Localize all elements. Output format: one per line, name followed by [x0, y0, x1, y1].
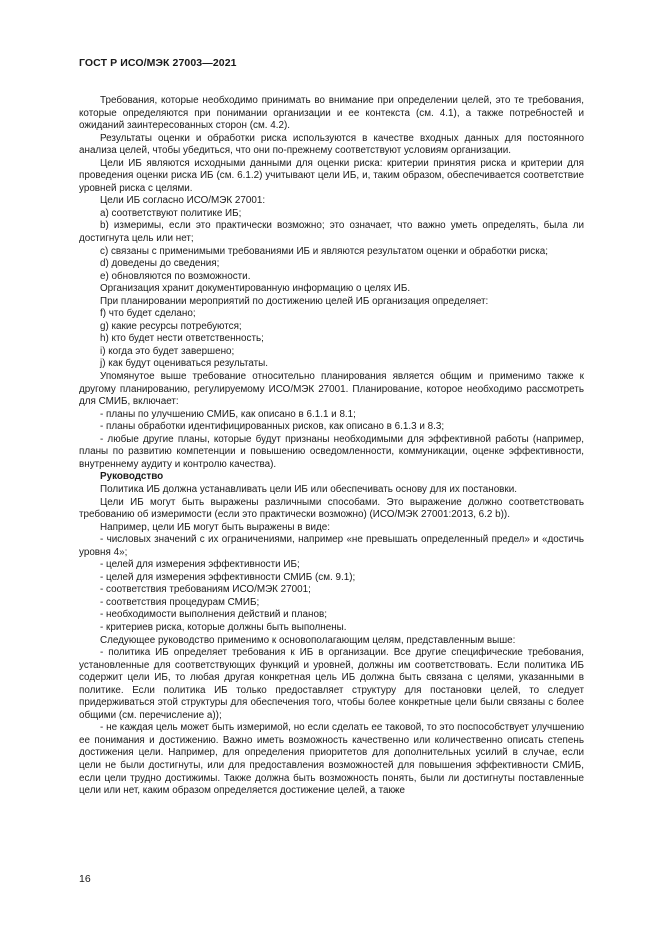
list-intro: При планировании мероприятий по достижению целей ИБ организация определяет: — [100, 295, 489, 307]
list-item: - не каждая цель может быть измеримой, но если сделать ее таковой, то это поспособствует улучшению ее понимания и достижению. Важно иметь возможность качественно или количественно описать степень достижения цели. Например, для определения приоритетов для дополнительных усилий в случае, если цели не были достигнуты, или для предоставления возможностей для повышения эффективности СМИБ, если цели трудно достижимы. Также должна быть возможность понять, были ли достигнуты поставленные цели или нет, каким образом определяется достижение целей, а также — [79, 722, 584, 797]
list-item: f) что будет сделано; — [100, 308, 196, 320]
paragraph: Цели ИБ могут быть выражены различными способами. Это выражение должно соответствовать требованию об измеримости (если это практически возможно) (ИСО/МЭК 27001:2013, 6.2 b)). — [79, 496, 584, 521]
list-item: - критериев риска, которые должны быть выполнены. — [100, 621, 347, 633]
paragraph: Результаты оценки и обработки риска используются в качестве входных данных для постоянного анализа целей, чтобы убедиться, что они по-прежнему соответствуют условиям организации. — [79, 132, 584, 157]
list-intro: Цели ИБ согласно ИСО/МЭК 27001: — [100, 195, 266, 207]
paragraph: Требования, которые необходимо принимать во внимание при определении целей, это те требования, которые определяются при понимании организации и ее контекста (см. 4.1), а также потребностей и ожиданий заинтересованных сторон (см. 4.2). — [79, 95, 584, 132]
list-item: - планы по улучшению СМИБ, как описано в 6.1.1 и 8.1; — [100, 408, 356, 420]
list-item: - целей для измерения эффективности ИБ; — [100, 559, 300, 571]
list-item: а) соответствуют политике ИБ; — [100, 207, 242, 219]
list-item: е) обновляются по возможности. — [100, 270, 251, 282]
list-item: h) кто будет нести ответственность; — [100, 333, 264, 345]
list-item: - политика ИБ определяет требования к ИБ в организации. Все другие специфические требования, установленные для соответствующих функций и уровней, должны им соответствовать. Если политика ИБ содержит цели ИБ, то любая другая конкретная цель ИБ должна быть связана с целями, указанными в политике. Если политика ИБ только предоставляет структуру для постановки целей, то следует придерживаться этой структуры для обеспечения того, чтобы более конкретные цели были связаны с более общими (см. перечисление а)); — [79, 647, 584, 721]
list-item: - планы обработки идентифицированных рисков, как описано в 6.1.3 и 8.3; — [100, 421, 445, 433]
paragraph: Упомянутое выше требование относительно планирования является общим и применимо также к другому планированию, регулируемому ИСО/МЭК 27001. Планирование, которое необходимо рассмотреть для СМИБ, включает: — [79, 371, 584, 408]
list-item: - любые другие планы, которые будут признаны необходимыми для эффективной работы (например, планы по развитию компетенции и повышению осведомленности, коммуникации, оценке эффективности, внутреннему аудиту и контролю качества). — [79, 433, 584, 470]
section-heading: Руководство — [100, 471, 164, 483]
list-intro: Следующее руководство применимо к основополагающим целям, представленным выше: — [100, 634, 516, 646]
document-body — [79, 95, 584, 798]
page-number: 16 — [79, 873, 91, 885]
list-item: - соответствия процедурам СМИБ; — [100, 596, 260, 608]
list-item: j) как будут оцениваться результаты. — [100, 358, 269, 370]
list-item: b) измеримы, если это практически возможно; это означает, что важно уметь определять, была ли достигнута цель или нет; — [79, 220, 584, 245]
list-intro: Например, цели ИБ могут быть выражены в виде: — [100, 521, 331, 533]
list-item: с) связаны с применимыми требованиями ИБ и являются результатом оценки и обработки риска; — [100, 245, 549, 257]
list-item: d) доведены до сведения; — [100, 258, 220, 270]
list-item: i) когда это будет завершено; — [100, 345, 235, 357]
paragraph: Организация хранит документированную информацию о целях ИБ. — [100, 283, 411, 295]
list-item: - целей для измерения эффективности СМИБ (см. 9.1); — [100, 571, 356, 583]
paragraph: Политика ИБ должна устанавливать цели ИБ или обеспечивать основу для их постановки. — [100, 483, 518, 495]
list-item: - числовых значений с их ограничениями, например «не превышать определенный предел» и «достичь уровня 4»; — [79, 534, 584, 558]
list-item: - необходимости выполнения действий и планов; — [100, 609, 327, 621]
paragraph: Цели ИБ являются исходными данными для оценки риска: критерии принятия риска и критерии для проведения оценки риска ИБ (см. 6.1.2) учитывают цели ИБ, и, таким образом, обеспечивается соответствие уровней риска с целями. — [79, 157, 584, 194]
list-item: - соответствия требованиям ИСО/МЭК 27001; — [100, 584, 311, 596]
list-item: g) какие ресурсы потребуются; — [100, 320, 242, 332]
document-header: ГОСТ Р ИСО/МЭК 27003—2021 — [79, 57, 237, 69]
